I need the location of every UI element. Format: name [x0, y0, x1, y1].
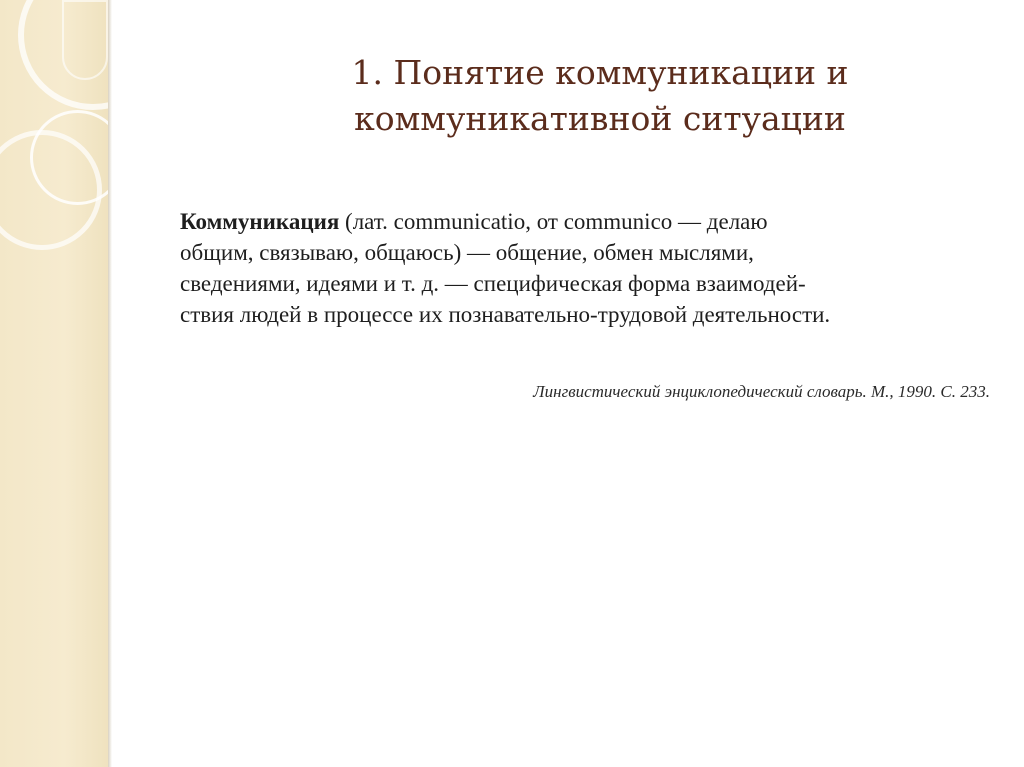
definition-term: Коммуникация [180, 209, 340, 234]
slide-title-line: 1. Понятие коммуникации и [351, 53, 849, 92]
side-band-shadow [108, 0, 112, 767]
definition-line: общим, связываю, общаюсь) — общение, обмен мыслями, [180, 240, 754, 265]
slide-title [300, 50, 900, 142]
slide-title-line: коммуникативной ситуации [354, 99, 846, 138]
definition-line: сведениями, идеями и т. д. — специфическая форма взаимодей- [180, 271, 806, 296]
decorative-side-band [0, 0, 108, 767]
definition-text: (лат. communicatio, от communico — делаю [339, 209, 768, 234]
decorative-ring [62, 0, 108, 80]
definition-line [180, 206, 980, 237]
definition-paragraph [180, 206, 980, 330]
definition-line: ствия людей в процессе их познавательно-трудовой деятельности. [180, 302, 831, 327]
source-citation: Лингвистический энциклопедический словарь. М., 1990. С. 233. [533, 382, 990, 401]
